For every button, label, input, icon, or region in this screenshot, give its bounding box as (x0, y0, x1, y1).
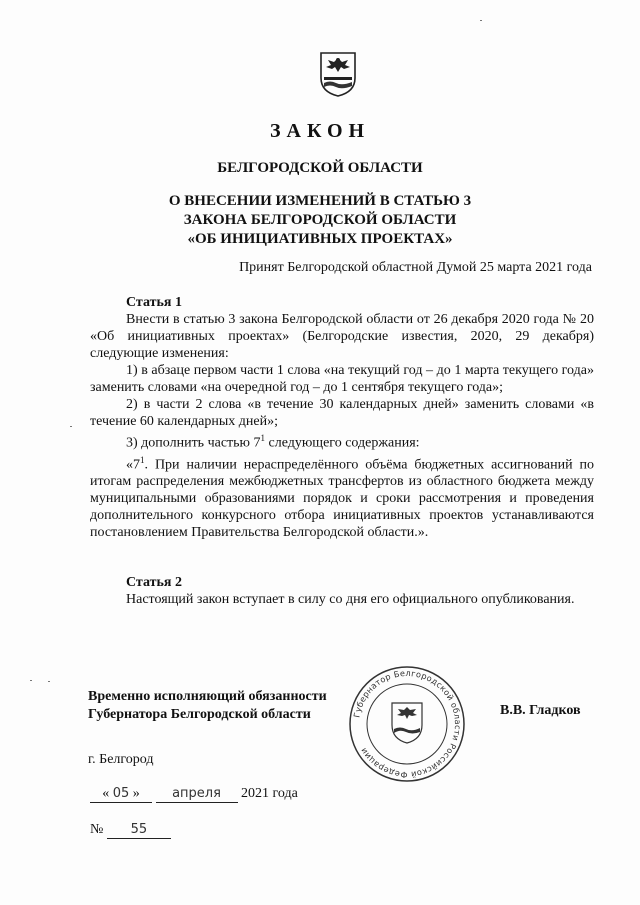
article-1-item-3 (90, 430, 594, 452)
position-line: Временно исполняющий обязанности (88, 689, 327, 704)
article-2-heading: Статья 2 (126, 575, 182, 590)
signatory-position (88, 688, 327, 724)
superscript: 1 (140, 454, 145, 465)
item-3-text: 3) дополнить частью 7 (126, 435, 261, 451)
scan-speck (48, 681, 50, 682)
superscript: 1 (260, 433, 265, 443)
quote-close: » (132, 786, 140, 801)
article-1-item-2: 2) в части 2 слова «в течение 30 календарных дней» заменить словами «в течение 60 календарных дней»; (90, 397, 594, 429)
number-value: 55 (130, 822, 148, 837)
official-seal (348, 665, 466, 783)
date-month: апреля (172, 786, 221, 801)
article-2 (90, 574, 594, 608)
article-1 (90, 294, 594, 541)
law-number (90, 822, 171, 839)
subtitle-line: «ОБ ИНИЦИАТИВНЫХ ПРОЕКТАХ» (187, 231, 453, 247)
date-year: 2021 года (241, 786, 298, 801)
date-day-field (90, 786, 152, 803)
position-line: Губернатора Белгородской области (88, 707, 311, 722)
article-1-paragraph: Внести в статью 3 закона Белгородской области от 26 декабря 2020 года № 20 «Об инициативных проектах» (Белгородские известия, 2020, 29 декабря) следующие изменения: (90, 312, 594, 361)
subtitle-line: О ВНЕСЕНИИ ИЗМЕНЕНИЙ В СТАТЬЮ 3 (168, 193, 472, 209)
scan-speck (480, 20, 482, 21)
date-day: 05 (112, 786, 130, 801)
region-title: БЕЛГОРОДСКОЙ ОБЛАСТИ (217, 160, 423, 176)
scan-speck (30, 680, 32, 681)
article-1-heading: Статья 1 (126, 295, 182, 310)
signatory-name: В.В. Гладков (500, 703, 581, 718)
article-1-new-part (90, 452, 594, 542)
new-part-text: . При наличии нераспределённого объёма бюджетных ассигнований по итогам распределения межбюджетных трансфертов из областного бюджета между муниципальными образованиями порядок и сроки рассмотрения и проведения дополнительного конкурсного отбора инициативных проектов устанавливаются постановлением Правительства Белгородской области.». (90, 457, 594, 541)
law-title: ЗАКОН (269, 120, 371, 142)
coat-of-arms-icon (318, 50, 358, 98)
new-part-start: «7 (126, 457, 140, 473)
seal-text: Губернатор Белгородской области Российской Федерации (351, 667, 464, 781)
number-label: № (90, 822, 104, 837)
quote-open: « (102, 786, 110, 801)
number-field (107, 822, 171, 839)
article-2-paragraph: Настоящий закон вступает в силу со дня его официального опубликования. (126, 592, 575, 607)
law-subtitle (0, 192, 640, 249)
signing-date (90, 786, 298, 803)
signing-city: г. Белгород (88, 752, 154, 767)
subtitle-line: ЗАКОНА БЕЛГОРОДСКОЙ ОБЛАСТИ (183, 212, 457, 228)
scan-speck (70, 426, 72, 427)
item-3-text-end: следующего содержания: (265, 435, 420, 451)
svg-text:Губернатор Белгородской област (351, 668, 463, 780)
article-1-item-1: 1) в абзаце первом части 1 слова «на текущий год – до 1 марта текущего года» заменить словами «на очередной год – до 1 сентября текущего года»; (90, 363, 594, 395)
date-month-field (156, 786, 238, 803)
adoption-note: Принят Белгородской областной Думой 25 марта 2021 года (239, 260, 592, 275)
